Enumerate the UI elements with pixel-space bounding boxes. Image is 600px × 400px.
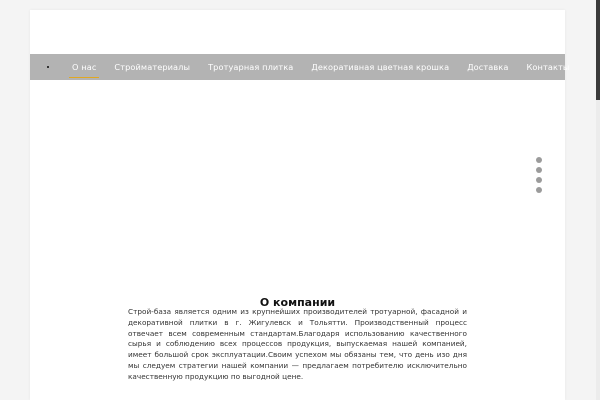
slider-pagination	[533, 155, 545, 195]
page-scrollbar[interactable]	[596, 0, 600, 400]
slider-dot[interactable]	[536, 187, 542, 193]
nav-menu	[72, 54, 587, 80]
nav-item-decorative-chips[interactable]: Декоративная цветная крошка	[311, 62, 450, 72]
slider-dot[interactable]	[536, 177, 542, 183]
about-paragraph: Строй-база является одним из крупнейших производителей тротуарной, фасадной и декоративной плитки в г. Жигулевск и Тольятти. Производственный процесс отвечает всем современным стандартам.Благодаря использованию качественного сырья и соблюдению всех процессов продукция, выпускаемая нашей компанией, имеет большой срок эксплуатации.Своим успехом мы обязаны тем, что день изо дня мы следуем стратегии нашей компании — предлагаем потребителю исключительно качественную продукцию по выгодной цене.	[128, 307, 467, 381]
nav-marker-dot	[47, 66, 49, 68]
slider-dot[interactable]	[536, 167, 542, 173]
nav-item-building-materials[interactable]: Стройматериалы	[114, 62, 191, 72]
about-heading: О компании	[259, 296, 336, 309]
page-container	[30, 10, 570, 400]
slider-dot[interactable]	[536, 157, 542, 163]
nav-item-paving-tiles[interactable]: Тротуарная плитка	[208, 62, 294, 72]
scrollbar-thumb[interactable]	[596, 0, 600, 100]
nav-item-contacts[interactable]: Контакты	[526, 62, 570, 72]
nav-item-delivery[interactable]: Доставка	[467, 62, 509, 72]
main-navbar	[30, 54, 570, 80]
nav-item-about[interactable]: О нас	[72, 62, 97, 72]
